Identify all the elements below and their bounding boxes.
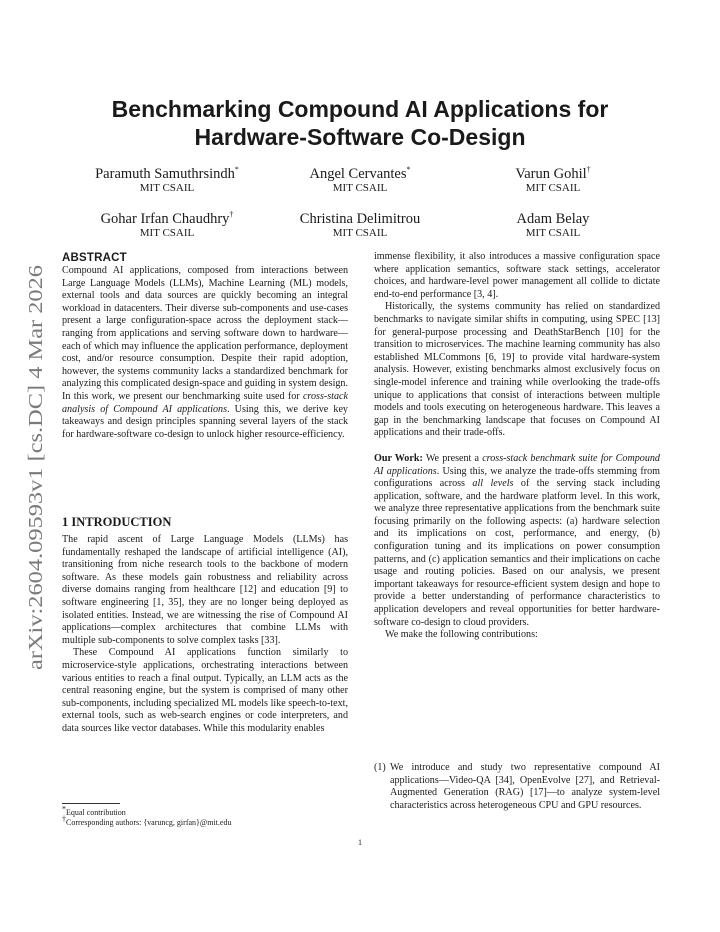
author-affiliation: MIT CSAIL (139, 182, 195, 194)
author-4 (67, 211, 267, 240)
author-3 (453, 166, 653, 195)
intro-paragraph-3: immense flexibility, it also introduces a massive configuration space where application semantics, software stack settings, accelerator choices, and hardware-level power management all collide to dictate end-to-end performance [3, 4]. (374, 251, 660, 300)
intro-paragraph-1: The rapid ascent of Large Language Models (LLMs) has fundamentally reshaped the landscape of artificial intelligence (AI), transitioning from niche research tools to the backbone of modern software. As these models gain robustness and reliability across diverse domains ranging from healthcare [12] and education [9] to software engineering [1, 35], they are no longer being deployed as isolated entities. Instead, we are witnessing the rise of Compound AI applications—complex architectures that combine LLMs with multiple sub-components to solve complex tasks [33]. (62, 534, 348, 646)
contribution-number: (1) (374, 762, 386, 773)
right-column (374, 251, 660, 642)
author-1 (67, 166, 267, 195)
page-number: 1 (358, 838, 362, 847)
author-name: Angel Cervantes* (309, 165, 411, 182)
our-work-label: Our Work: (374, 452, 423, 464)
author-name: Gohar Irfan Chaudhry† (100, 210, 234, 227)
abstract-body: Compound AI applications, composed from interactions between Large Language Models (LLMs), Machine Learning (ML) models, external tools and data sources are quickly becoming an integral workload in datacenters. Their diverse sub-components and use-cases present a large configuration-space across the deployment stack—ranging from applications and serving software down to hardware—each of which may influence the application performance, deployment cost, and/or resource consumption. Despite their rapid adoption, however, the systems community lacks a standardized benchmark for analyzing this complicated design-space and guiding in system design. In this work, we present our benchmarking suite used for cross-stack analysis of Compound AI applications. Using this, we derive key takeaways and design principles spanning several layers of the stack for hardware-software co-design to unlock higher resource-efficiency. (62, 265, 348, 440)
arxiv-identifier (14, 262, 54, 672)
contributions-lead: We make the following contributions: (385, 629, 538, 641)
introduction-section (62, 515, 348, 736)
author-name: Paramuth Samuthrsindh* (95, 165, 239, 182)
arxiv-id-text: arXiv:2604.09593v1 [cs.DC] 4 Mar 2026 (26, 346, 47, 670)
author-affiliation: MIT CSAIL (525, 227, 581, 239)
author-affiliation: MIT CSAIL (139, 227, 195, 239)
introduction-heading: 1 INTRODUCTION (62, 515, 172, 529)
footnote-rule (62, 803, 120, 804)
author-affiliation: MIT CSAIL (332, 182, 388, 194)
contribution-item-1 (374, 762, 660, 812)
title-line-2: Hardware-Software Co-Design (194, 124, 526, 150)
abstract-heading: ABSTRACT (62, 252, 127, 264)
contribution-text: We introduce and study two representative compound AI applications—Video-QA [34], OpenEvolve [27], and Retrieval-Augmented Generation (RAG) [17]—to analyze system-level characteristics across heterogeneous CPU and GPU resources. (390, 762, 660, 811)
author-name: Varun Gohil† (515, 165, 591, 182)
intro-paragraph-4: Historically, the systems community has relied on standardized benchmarks to navigate similar shifts in computing, using SPEC [13] for general-purpose processing and DeathStarBench [10] for the transition to microservices. The machine learning community has also established MLCommons [6, 19] to provide vital hardware-system analysis. However, existing benchmarks almost exclusively focus on single-model inference and training while overlooking the trade-offs unique to applications that consist of interactions between multiple models and tools executing on heterogeneous hardware. This leaves a gap in the benchmarking landscape that focuses on Compound AI applications and their trade-offs. (374, 301, 660, 439)
author-6 (453, 211, 653, 240)
author-name: Christina Delimitrou (299, 211, 421, 227)
paper-title (62, 95, 658, 151)
abstract-section (62, 251, 348, 441)
footnote-corresponding-authors: †Corresponding authors: {varuncg, girfan}@mit.edu (62, 814, 232, 827)
author-2 (260, 166, 460, 195)
intro-paragraph-2: These Compound AI applications function similarly to microservice-style applications, orchestrating interactions between various entities to reach a final output. Typically, an LLM acts as the central reasoning engine, but the system is comprised of many other sub-components, including specialized ML models like speech-to-text, external tools, such as web-search engines or code interpreters, and data sources like vector databases. While this modularity enables (62, 647, 348, 734)
author-5 (260, 211, 460, 240)
author-name: Adam Belay (516, 211, 590, 227)
author-affiliation: MIT CSAIL (332, 227, 388, 239)
author-affiliation: MIT CSAIL (525, 182, 581, 194)
footnote-equal-contribution: *Equal contribution (62, 804, 126, 817)
title-line-1: Benchmarking Compound AI Applications for (111, 96, 609, 122)
our-work-paragraph: Our Work: We present a cross-stack benchmark suite for Compound AI applications. Using this, we analyze the trade-offs stemming from configurations across all levels of the serving stack including application, software, and the hardware platform level. In this work, we analyze three representative applications from the benchmark suite focusing primarily on the following aspects: (a) hardware selection and its implications on cost, performance, and energy, (b) configuration tuning and its implications on power consumption patterns, and (c) application semantics and their implications on cache usage and routing policies. Based on our analysis, we present important takeaways for resource-efficient system design and hope to provide a better understanding of performance characteristics to application developers and reveal opportunities for better hardware-software co-design to cloud providers. (374, 452, 660, 628)
